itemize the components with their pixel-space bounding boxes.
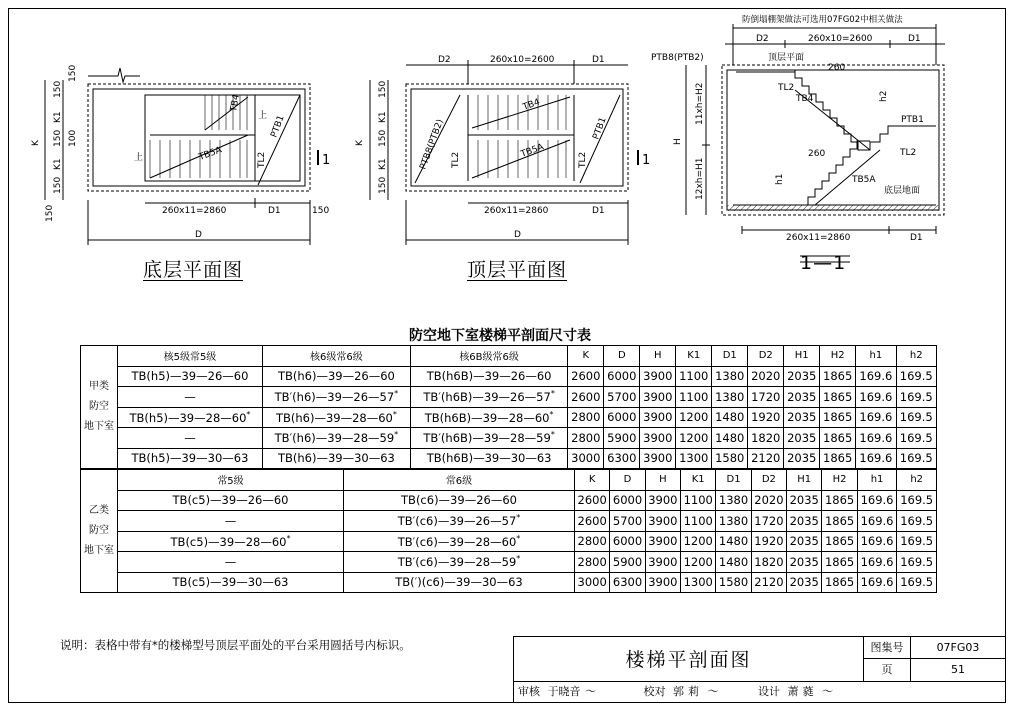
top-dim-k: K	[355, 140, 365, 146]
table-row	[81, 572, 937, 593]
bottom-label-ptb1: PTB1	[269, 114, 287, 140]
table-b-model: TB(′)(c6)—39—30—63	[344, 572, 575, 593]
bottom-dim-150-top: 150	[68, 64, 78, 82]
table-a-side-line: 甲类	[89, 381, 109, 392]
table-b-value: 2035	[787, 531, 822, 552]
designer-signature: 〜	[821, 685, 832, 698]
table-a-value: 3900	[640, 366, 676, 387]
table-a-model-mark: *	[392, 409, 397, 419]
table-a-value: 2020	[748, 366, 784, 387]
table-b-model-text: TB′(c6)—39—28—59	[397, 555, 517, 570]
designer-name: 萧蕤	[787, 685, 818, 698]
table-a-value: 1820	[748, 428, 784, 449]
bottom-dim-d: D	[195, 230, 202, 240]
table-a-value: 169.5	[896, 448, 936, 469]
table-a-model-mark: *	[549, 409, 554, 419]
table-a-model	[262, 387, 410, 408]
table-b-model: TB(c5)—39—26—60	[118, 490, 344, 511]
section-dim-top-run: 260x10=2600	[808, 34, 873, 44]
table-b-value: 1865	[822, 552, 857, 573]
table-a-header: 核5级常5级	[118, 346, 263, 367]
top-dim-top-run: 260x10=2600	[490, 55, 555, 65]
table-b-value: 169.6	[857, 531, 897, 552]
table-b-header: h1	[857, 470, 897, 491]
table-a-model-text: TB′(h6B)—39—28—59	[423, 431, 551, 446]
table-b-value: 3900	[645, 511, 680, 532]
table-a-value: 2120	[748, 448, 784, 469]
table-b-header: D	[610, 470, 645, 491]
table-a-model	[262, 428, 410, 449]
table-a-model: TB(h6B)—39—26—60	[410, 366, 567, 387]
table-b-value: 1100	[681, 490, 716, 511]
reviewer-name: 于晓音	[547, 685, 581, 698]
top-dim-d1: D1	[592, 206, 605, 216]
section-label-tl2a: TL2	[778, 83, 795, 93]
table-row	[81, 387, 937, 408]
table-a-model-text: TB(h6)—39—28—60	[275, 410, 393, 425]
table-b-value: 1865	[822, 572, 857, 593]
section-dim-260b: 260	[808, 149, 826, 159]
table-a-model: TB(h5)—39—26—60	[118, 366, 263, 387]
table-class-b	[80, 469, 937, 593]
table-a-model: —	[118, 428, 263, 449]
top-dim-k1a: K1	[378, 111, 388, 123]
bottom-plan-title: 底层平面图	[143, 259, 244, 281]
table-a-header-row	[81, 346, 937, 367]
table-a-value: 1480	[712, 428, 748, 449]
table-a-value: 1865	[820, 428, 856, 449]
table-a-value: 6000	[604, 366, 640, 387]
table-a-value: 3900	[640, 387, 676, 408]
table-b-value: 1720	[751, 511, 786, 532]
bottom-dim-150-right: 150	[312, 206, 330, 216]
bottom-dim-150-mid2: 150	[53, 129, 63, 147]
top-label-tl2b: TL2	[578, 151, 588, 168]
table-a-model	[410, 387, 567, 408]
table-b-value: 6000	[610, 490, 645, 511]
top-plan-title: 顶层平面图	[467, 259, 568, 281]
footnote: 说明：表格中带有*的楼梯型号顶层平面处的平台采用圆括号内标识。	[60, 638, 411, 652]
table-a-value: 1380	[712, 366, 748, 387]
table-b-value: 3900	[645, 552, 680, 573]
table-a-value: 1920	[748, 407, 784, 428]
table-a-model-mark: *	[246, 409, 251, 419]
section-label-ground: 底层地面	[884, 186, 921, 196]
table-a-header: H2	[820, 346, 856, 367]
table-b-value: 2600	[575, 490, 610, 511]
table-b-value: 1920	[751, 531, 786, 552]
table-b-value: 3900	[645, 572, 680, 593]
table-a-side	[81, 346, 118, 469]
table-b-value: 3000	[575, 572, 610, 593]
table-a-value: 5700	[604, 387, 640, 408]
table-b-model	[344, 531, 575, 552]
section-label-top-floor: 顶层平面	[768, 53, 805, 63]
table-b-value: 2035	[787, 572, 822, 593]
table-b-model-mark: *	[286, 533, 291, 543]
table-a-value: 169.5	[896, 387, 936, 408]
table-b-value: 2035	[787, 490, 822, 511]
table-a-value: 6300	[604, 448, 640, 469]
table-a-header: h2	[896, 346, 936, 367]
section-dim-h: H	[673, 138, 683, 145]
atlas-number: 07FG03	[910, 636, 1006, 659]
table-b-value: 1865	[822, 490, 857, 511]
table-b-value: 169.6	[857, 572, 897, 593]
top-dim-150c: 150	[378, 176, 388, 194]
section-dim-h2: 11xh=H2	[695, 82, 705, 125]
table-a-value: 1200	[676, 428, 712, 449]
section-note: 防倒塌棚架做法可选用07FG02中相关做法	[742, 15, 903, 25]
review-label: 审核	[518, 685, 540, 698]
table-b-value: 3900	[645, 490, 680, 511]
table-b-value: 2035	[787, 511, 822, 532]
table-b-value: 2600	[575, 511, 610, 532]
table-a-model	[118, 407, 263, 428]
table-b-value: 6000	[610, 531, 645, 552]
table-a-value: 5900	[604, 428, 640, 449]
top-dim-run: 260x11=2860	[484, 206, 549, 216]
table-b-value: 3900	[645, 531, 680, 552]
table-a-value: 2035	[784, 407, 820, 428]
table-b-value: 1820	[751, 552, 786, 573]
bottom-dim-d1: D1	[268, 206, 281, 216]
section-label-tl2b: TL2	[900, 148, 917, 158]
section-1-1	[686, 24, 945, 262]
table-a-value: 1100	[676, 387, 712, 408]
top-label-tl2a: TL2	[451, 151, 461, 168]
table-a-model: TB(h6B)—39—30—63	[410, 448, 567, 469]
bottom-cut-marker: 1	[322, 153, 331, 168]
table-a-header: D2	[748, 346, 784, 367]
checker-signature: 〜	[706, 685, 718, 698]
table-row	[81, 531, 937, 552]
table-row	[81, 428, 937, 449]
table-title: 防空地下室楼梯平剖面尺寸表	[409, 328, 591, 344]
table-row	[81, 490, 937, 511]
table-b-value: 1865	[822, 531, 857, 552]
table-a-model-text: TB′(h6B)—39—26—57	[423, 390, 551, 405]
top-cut-marker: 1	[642, 153, 651, 168]
table-b-model-mark: *	[516, 533, 521, 543]
table-row	[81, 511, 937, 532]
table-b-value: 6300	[610, 572, 645, 593]
table-a-value: 169.6	[856, 387, 896, 408]
table-a-header: K1	[676, 346, 712, 367]
table-a-model-mark: *	[550, 389, 555, 399]
table-b-value: 1200	[681, 552, 716, 573]
section-dim-d2: D2	[756, 34, 769, 44]
table-b-side-line: 乙类	[89, 505, 109, 516]
table-b-value: 169.5	[897, 511, 937, 532]
table-b-value: 1380	[716, 511, 751, 532]
section-dim-h1: 12xh=H1	[695, 157, 705, 200]
section-label-tb5a: TB5A	[852, 175, 876, 185]
table-a-model-text: TB(h6B)—39—28—60	[424, 410, 550, 425]
table-a-value: 1865	[820, 407, 856, 428]
table-a-value: 1580	[712, 448, 748, 469]
table-b-header: H	[645, 470, 680, 491]
table-a-header: 核6级常6级	[262, 346, 410, 367]
table-a-value: 2600	[568, 366, 604, 387]
table-b-model-text: TB′(c6)—39—26—57	[397, 514, 517, 529]
table-a-model-text: TB′(h6)—39—28—59	[274, 431, 395, 446]
table-b-side	[81, 470, 118, 593]
bottom-label-up1: 上	[258, 111, 268, 121]
table-a-value: 1720	[748, 387, 784, 408]
table-a-value: 169.5	[896, 407, 936, 428]
table-a-value: 2600	[568, 387, 604, 408]
page-label: 页	[863, 658, 911, 682]
table-a-side-line: 防空	[89, 401, 109, 412]
table-a-value: 1865	[820, 448, 856, 469]
section-label-ptb1: PTB1	[901, 115, 924, 125]
table-a-model-mark: *	[550, 430, 555, 440]
table-b-value: 1100	[681, 511, 716, 532]
table-b-header: 常6级	[344, 470, 575, 491]
page-number: 51	[910, 658, 1006, 682]
section-dim-h2s: h2	[879, 90, 889, 102]
table-row	[81, 448, 937, 469]
table-b-value: 169.6	[857, 552, 897, 573]
table-a-value: 169.5	[896, 428, 936, 449]
table-a-value: 3900	[640, 448, 676, 469]
table-b-model-mark: *	[516, 554, 521, 564]
table-a-value: 2035	[784, 387, 820, 408]
table-b-value: 2800	[575, 531, 610, 552]
bottom-dim-100: 100	[68, 129, 78, 147]
table-a-header: K	[568, 346, 604, 367]
bottom-dim-k1a: K1	[53, 111, 63, 123]
table-b-header: H1	[787, 470, 822, 491]
table-b-model: TB(c5)—39—30—63	[118, 572, 344, 593]
table-a-value: 1865	[820, 387, 856, 408]
table-b-model-mark: *	[516, 513, 521, 523]
table-b-value: 1480	[716, 552, 751, 573]
table-b-header: K	[575, 470, 610, 491]
table-b-value: 2035	[787, 552, 822, 573]
top-dim-150b: 150	[378, 129, 388, 147]
top-dim-d: D	[514, 230, 521, 240]
table-b-model: —	[118, 511, 344, 532]
section-dim-d1-top: D1	[908, 34, 921, 44]
table-a-value: 3000	[568, 448, 604, 469]
table-row	[81, 366, 937, 387]
section-dim-run: 260x11=2860	[786, 233, 851, 243]
section-title: 1—1	[800, 252, 847, 274]
table-a-value: 169.6	[856, 428, 896, 449]
table-b-header: D2	[751, 470, 786, 491]
table-class-a	[80, 345, 937, 469]
section-label-ptb8: PTB8(PTB2)	[651, 53, 704, 63]
top-dim-k1b: K1	[378, 158, 388, 170]
table-a-model: TB(h5)—39—30—63	[118, 448, 263, 469]
table-a-value: 169.5	[896, 366, 936, 387]
section-dim-d1: D1	[910, 233, 923, 243]
table-b-header: h2	[897, 470, 937, 491]
table-a-model-mark: *	[394, 389, 399, 399]
table-b-value: 169.6	[857, 490, 897, 511]
table-b-model: TB(c6)—39—26—60	[344, 490, 575, 511]
table-a-side-line: 地下室	[84, 421, 114, 432]
table-a-value: 3900	[640, 407, 676, 428]
bottom-dim-150-mid: 150	[53, 80, 63, 98]
table-a-value: 2800	[568, 428, 604, 449]
top-label-tb4: TB4	[521, 97, 542, 113]
bottom-dim-150-left: 150	[45, 204, 55, 222]
table-b-value: 2020	[751, 490, 786, 511]
bottom-dim-run: 260x11=2860	[162, 206, 227, 216]
reviewer-signature: 〜	[584, 685, 595, 698]
bottom-label-tb5a: TB5A	[197, 145, 224, 163]
table-a-header: 核6B级常6级	[410, 346, 567, 367]
table-row	[81, 407, 937, 428]
table-a-value: 1200	[676, 407, 712, 428]
table-a-header: H1	[784, 346, 820, 367]
table-row	[81, 552, 937, 573]
table-b-value: 1480	[716, 531, 751, 552]
table-a-model: —	[118, 387, 263, 408]
table-b-model: —	[118, 552, 344, 573]
table-b-header: H2	[822, 470, 857, 491]
table-b-value: 169.6	[857, 511, 897, 532]
section-label-tb4: TB4	[796, 94, 814, 104]
section-dim-260a: 260	[828, 63, 846, 73]
table-a-value: 2035	[784, 428, 820, 449]
table-a-model-text: TB(h5)—39—28—60	[129, 410, 247, 425]
table-b-model-text: TB(c5)—39—28—60	[170, 534, 287, 549]
table-a-header: h1	[856, 346, 896, 367]
table-b-value: 1300	[681, 572, 716, 593]
top-plan	[370, 60, 638, 245]
table-b-side-line: 地下室	[84, 545, 114, 556]
table-b-value: 5700	[610, 511, 645, 532]
table-b-header: K1	[681, 470, 716, 491]
table-b-value: 1580	[716, 572, 751, 593]
table-a-value: 3900	[640, 428, 676, 449]
table-b-model	[118, 531, 344, 552]
table-b-value: 169.5	[897, 490, 937, 511]
table-a-model-mark: *	[394, 430, 399, 440]
bottom-dim-150-bot: 150	[53, 176, 63, 194]
table-b-header-row	[81, 470, 937, 491]
table-b-model	[344, 511, 575, 532]
table-a-value: 1865	[820, 366, 856, 387]
table-b-value: 2120	[751, 572, 786, 593]
table-b-value: 169.5	[897, 572, 937, 593]
top-label-tb5a: TB5A	[519, 142, 546, 160]
table-a-value: 2035	[784, 366, 820, 387]
table-a-header: H	[640, 346, 676, 367]
bottom-label-tl2: TL2	[257, 151, 267, 168]
table-b-value: 1865	[822, 511, 857, 532]
table-a-value: 2800	[568, 407, 604, 428]
table-b-value: 1200	[681, 531, 716, 552]
table-a-value: 169.6	[856, 407, 896, 428]
table-b-value: 2800	[575, 552, 610, 573]
table-b-model	[344, 552, 575, 573]
signature-row	[513, 681, 1006, 703]
table-a-value: 2035	[784, 448, 820, 469]
title-block	[513, 636, 1006, 703]
section-dim-h1s: h1	[775, 173, 785, 185]
table-a-model: TB(h6)—39—26—60	[262, 366, 410, 387]
table-a-value: 1100	[676, 366, 712, 387]
table-a-model	[410, 407, 567, 428]
table-a-value: 169.6	[856, 366, 896, 387]
table-a-model	[262, 407, 410, 428]
table-a-model	[410, 428, 567, 449]
table-b-header: D1	[716, 470, 751, 491]
table-a-model: TB(h6)—39—30—63	[262, 448, 410, 469]
check-label: 校对	[643, 685, 666, 698]
bottom-plan	[45, 68, 318, 245]
table-b-header: 常5级	[118, 470, 344, 491]
bottom-label-up2: 上	[134, 153, 144, 163]
table-a-value: 169.6	[856, 448, 896, 469]
design-label: 设计	[758, 685, 780, 698]
bottom-label-tb4: TB4	[229, 93, 242, 113]
table-b-value: 5900	[610, 552, 645, 573]
table-b-value: 1380	[716, 490, 751, 511]
table-a-header: D	[604, 346, 640, 367]
top-label-ptb1: PTB1	[591, 116, 609, 142]
table-a-value: 1480	[712, 407, 748, 428]
table-b-model-text: TB′(c6)—39—28—60	[397, 534, 517, 549]
table-a-value: 1380	[712, 387, 748, 408]
checker-name: 郭莉	[673, 685, 703, 698]
table-a-model-text: TB′(h6)—39—26—57	[274, 390, 395, 405]
top-label-ptb8: PTB8(PTB2)	[418, 118, 446, 172]
bottom-dim-k1b: K1	[53, 158, 63, 170]
bottom-dim-k: K	[31, 140, 41, 146]
drawing-name: 楼梯平剖面图	[513, 636, 863, 682]
top-dim-150a: 150	[378, 80, 388, 98]
table-b-side-line: 防空	[89, 525, 109, 536]
table-a-value: 6000	[604, 407, 640, 428]
top-dim-d1-top: D1	[592, 55, 605, 65]
top-dim-d2: D2	[438, 55, 451, 65]
table-a-value: 1300	[676, 448, 712, 469]
table-b-value: 169.5	[897, 552, 937, 573]
table-b-value: 169.5	[897, 531, 937, 552]
atlas-label: 图集号	[863, 636, 911, 659]
table-a-header: D1	[712, 346, 748, 367]
